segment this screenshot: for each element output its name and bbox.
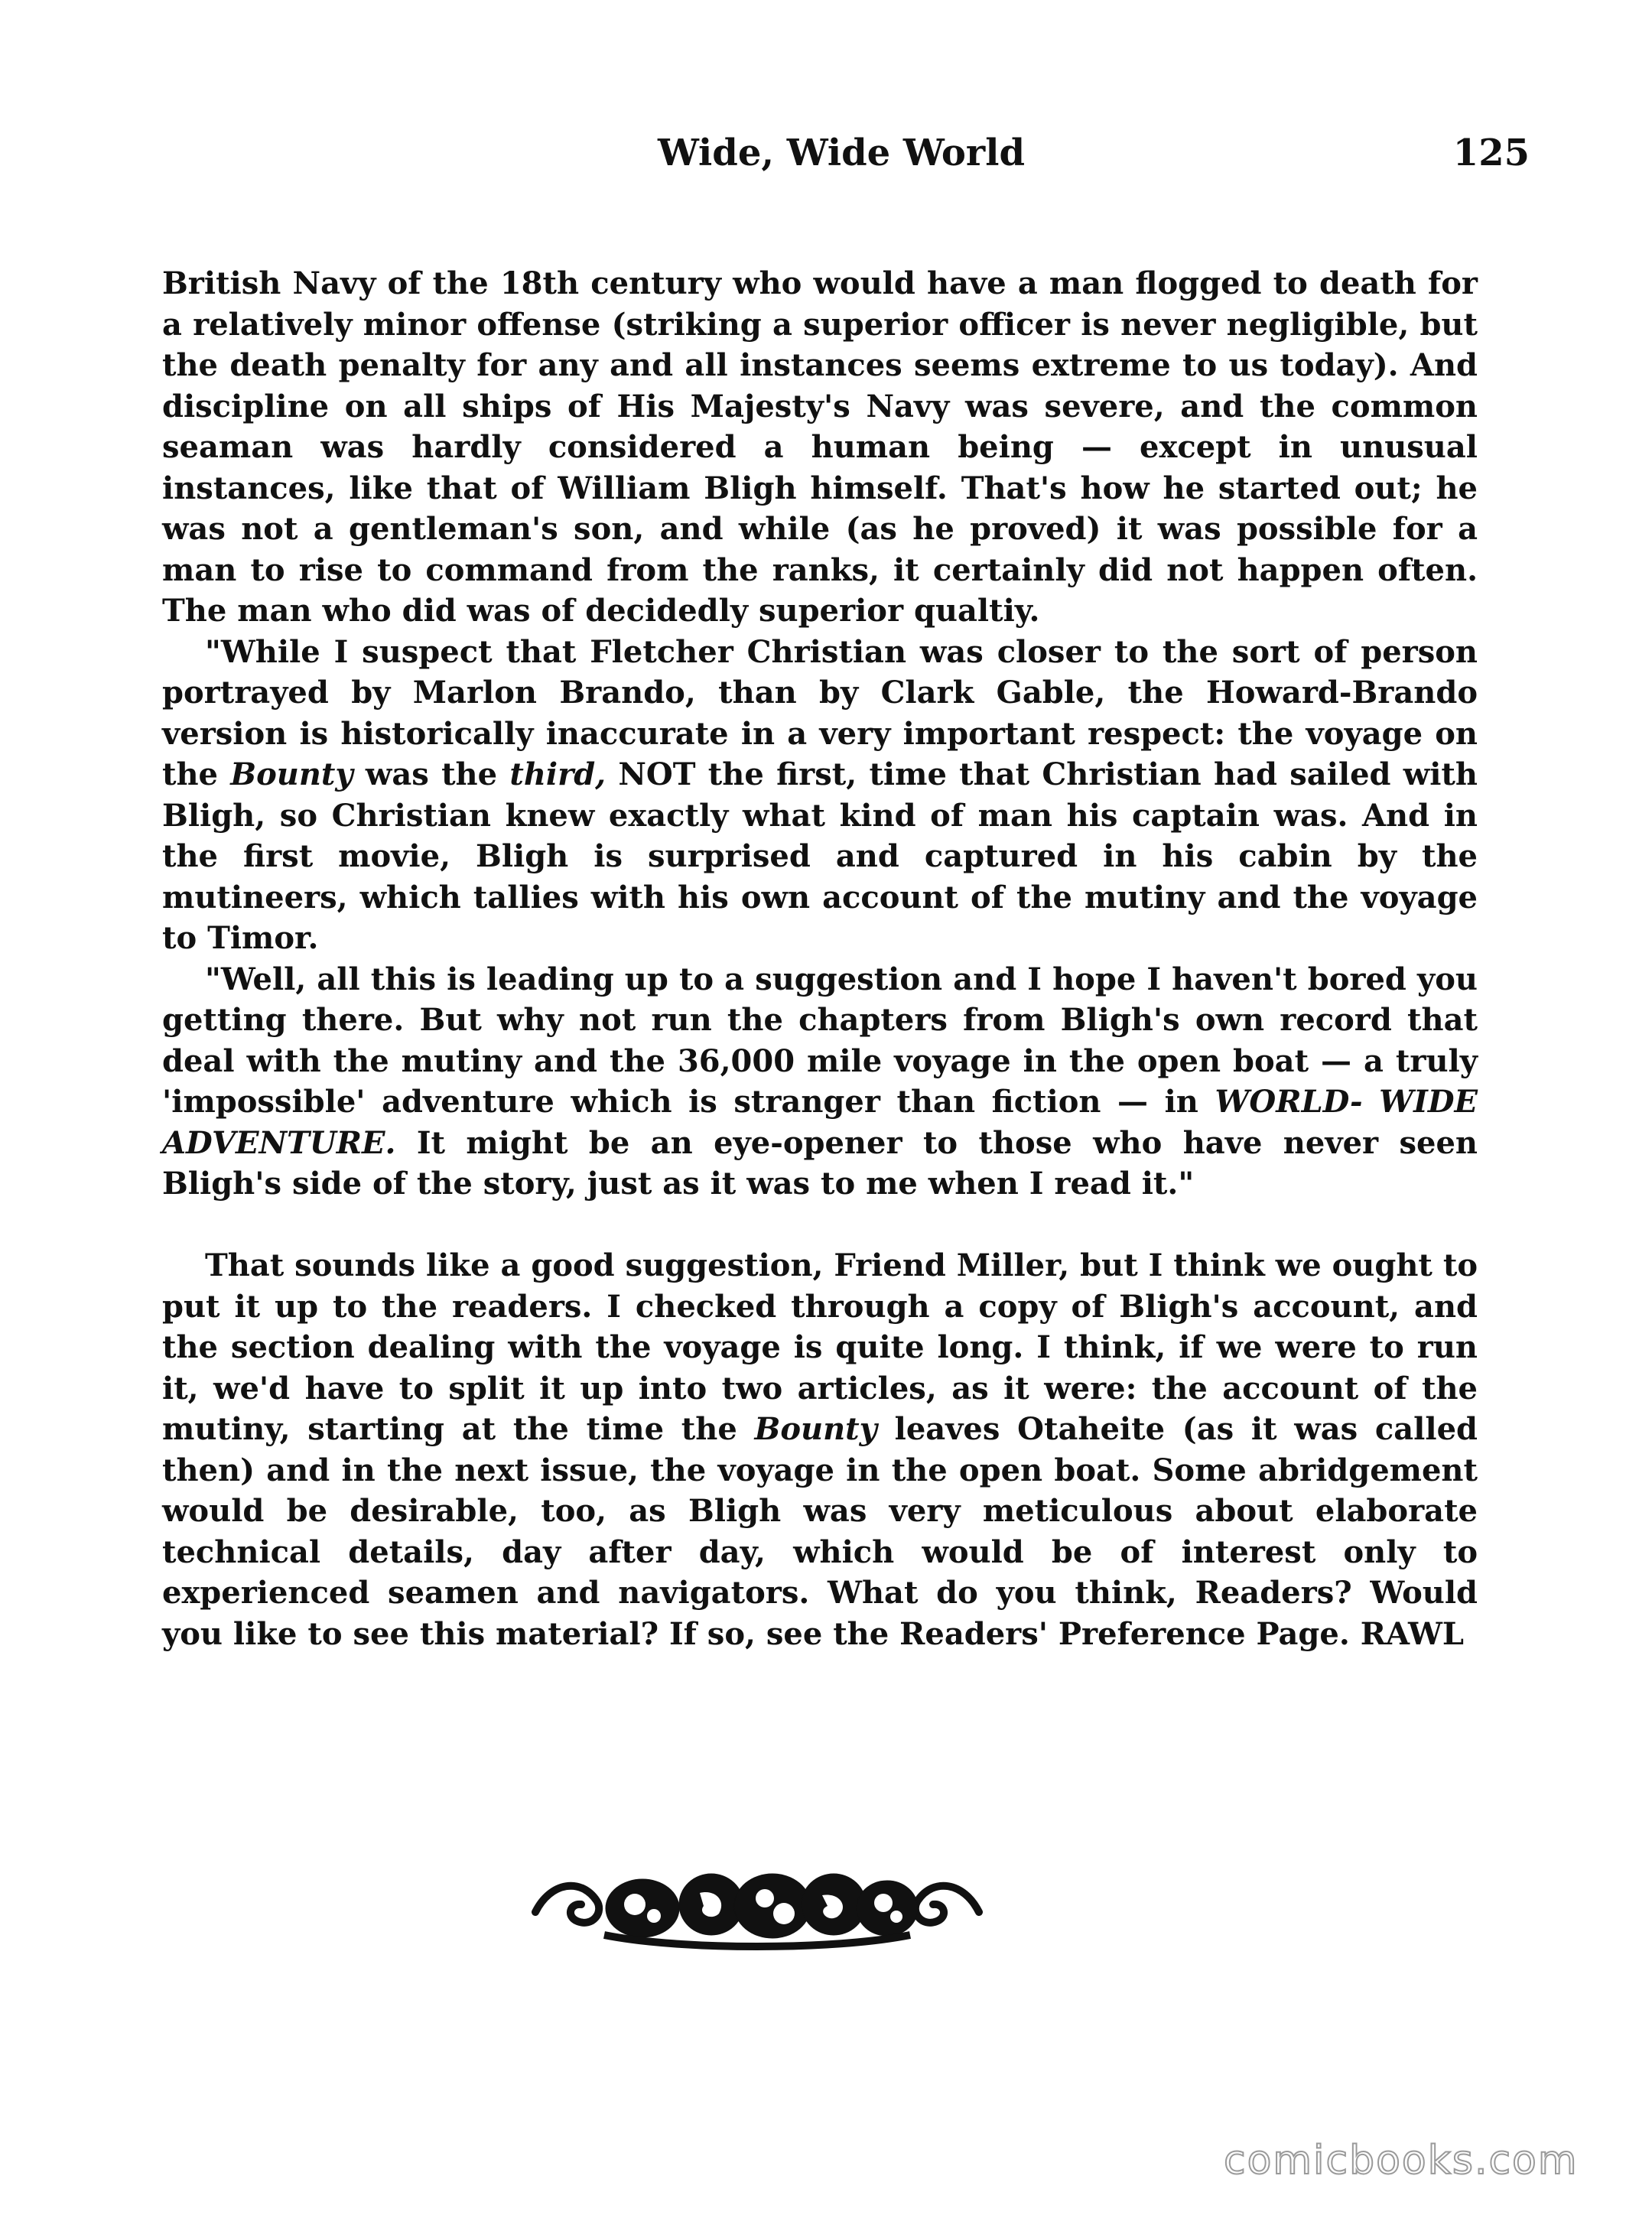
paragraph-2 bbox=[162, 632, 1478, 959]
paragraph-gap bbox=[162, 1205, 1478, 1246]
ship-name-italic-2: Bounty bbox=[754, 1411, 877, 1447]
paragraph-2-text-b: was the bbox=[353, 756, 510, 792]
floral-ornament-icon bbox=[528, 1866, 987, 1950]
paragraph-2-text-a: "While I suspect that Fletcher Christian was closer to the sort of person portrayed by Marlon Brando, than by Clark Gable, the Howard-Brando version is historically inaccurate in a very important respect: the voyage on the bbox=[162, 633, 1478, 792]
third-italic: third, bbox=[509, 756, 606, 792]
paragraph-4 bbox=[162, 1245, 1478, 1654]
page-number: 125 bbox=[1452, 132, 1530, 174]
article-text bbox=[162, 263, 1478, 1654]
ship-name-italic: Bounty bbox=[230, 756, 353, 792]
paragraph-3 bbox=[162, 959, 1478, 1205]
paragraph-1 bbox=[162, 263, 1478, 632]
page-header bbox=[153, 122, 1530, 184]
paragraph-3-text-a: "Well, all this is leading up to a suggestion and I hope I haven't bored you getting there. But why not run the chapters from Bligh's own record that deal with the mutiny and the 36,000 mile voyage in the open boat — a truly 'impossible' adventure which is stranger than fiction — in bbox=[162, 961, 1478, 1120]
paragraph-4-text-b: leaves Otaheite (as it was called then) and in the next issue, the voyage in the open boat. Some abridgement would be desirable, too, as Bligh was very meticulous about elaborate technical details, day after day, which would be of interest only to experienced seamen and navigators. What do you think, Readers? Would you like to see this material? If so, see the Readers' Preference Page. RAWL bbox=[162, 1411, 1478, 1652]
paragraph-1-text: British Navy of the 18th century who would have a man flogged to death for a relatively minor offense (striking a superior officer is never negligible, but the death penalty for any and all instances seems extreme to us today). And discipline on all ships of His Majesty's Navy was severe, and the common seaman was hardly considered a human being — except in unusual instances, like that of William Bligh himself. That's how he started out; he was not a gentleman's son, and while (as he proved) it was possible for a man to rise to command from the ranks, it certainly did not happen often. The man who did was of decidedly superior qualtiy. bbox=[162, 265, 1478, 629]
running-title: Wide, Wide World bbox=[657, 132, 1026, 174]
magazine-title-italic: WORLD- WIDE ADVENTURE. bbox=[162, 1084, 1478, 1161]
paragraph-2-text-c: NOT the first, time that Christian had sailed with Bligh, so Christian knew exactly what kind of man his captain was. And in the first movie, Bligh is surprised and captured in his cabin by the mutineers, which tallies with his own account of the mutiny and the voyage to Timor. bbox=[162, 756, 1478, 956]
watermark: comicbooks.com bbox=[1224, 2138, 1579, 2184]
paragraph-3-text-b: It might be an eye-opener to those who have never seen Bligh's side of the story, just as it was to me when I read it." bbox=[162, 1124, 1478, 1202]
paragraph-4-text-a: That sounds like a good suggestion, Friend Miller, but I think we ought to put it up to the readers. I checked through a copy of Bligh's account, and the section dealing with the voyage is quite long. I think, if we were to run it, we'd have to split it up into two articles, as it were: the account of the mutiny, starting at the time the bbox=[162, 1247, 1478, 1447]
